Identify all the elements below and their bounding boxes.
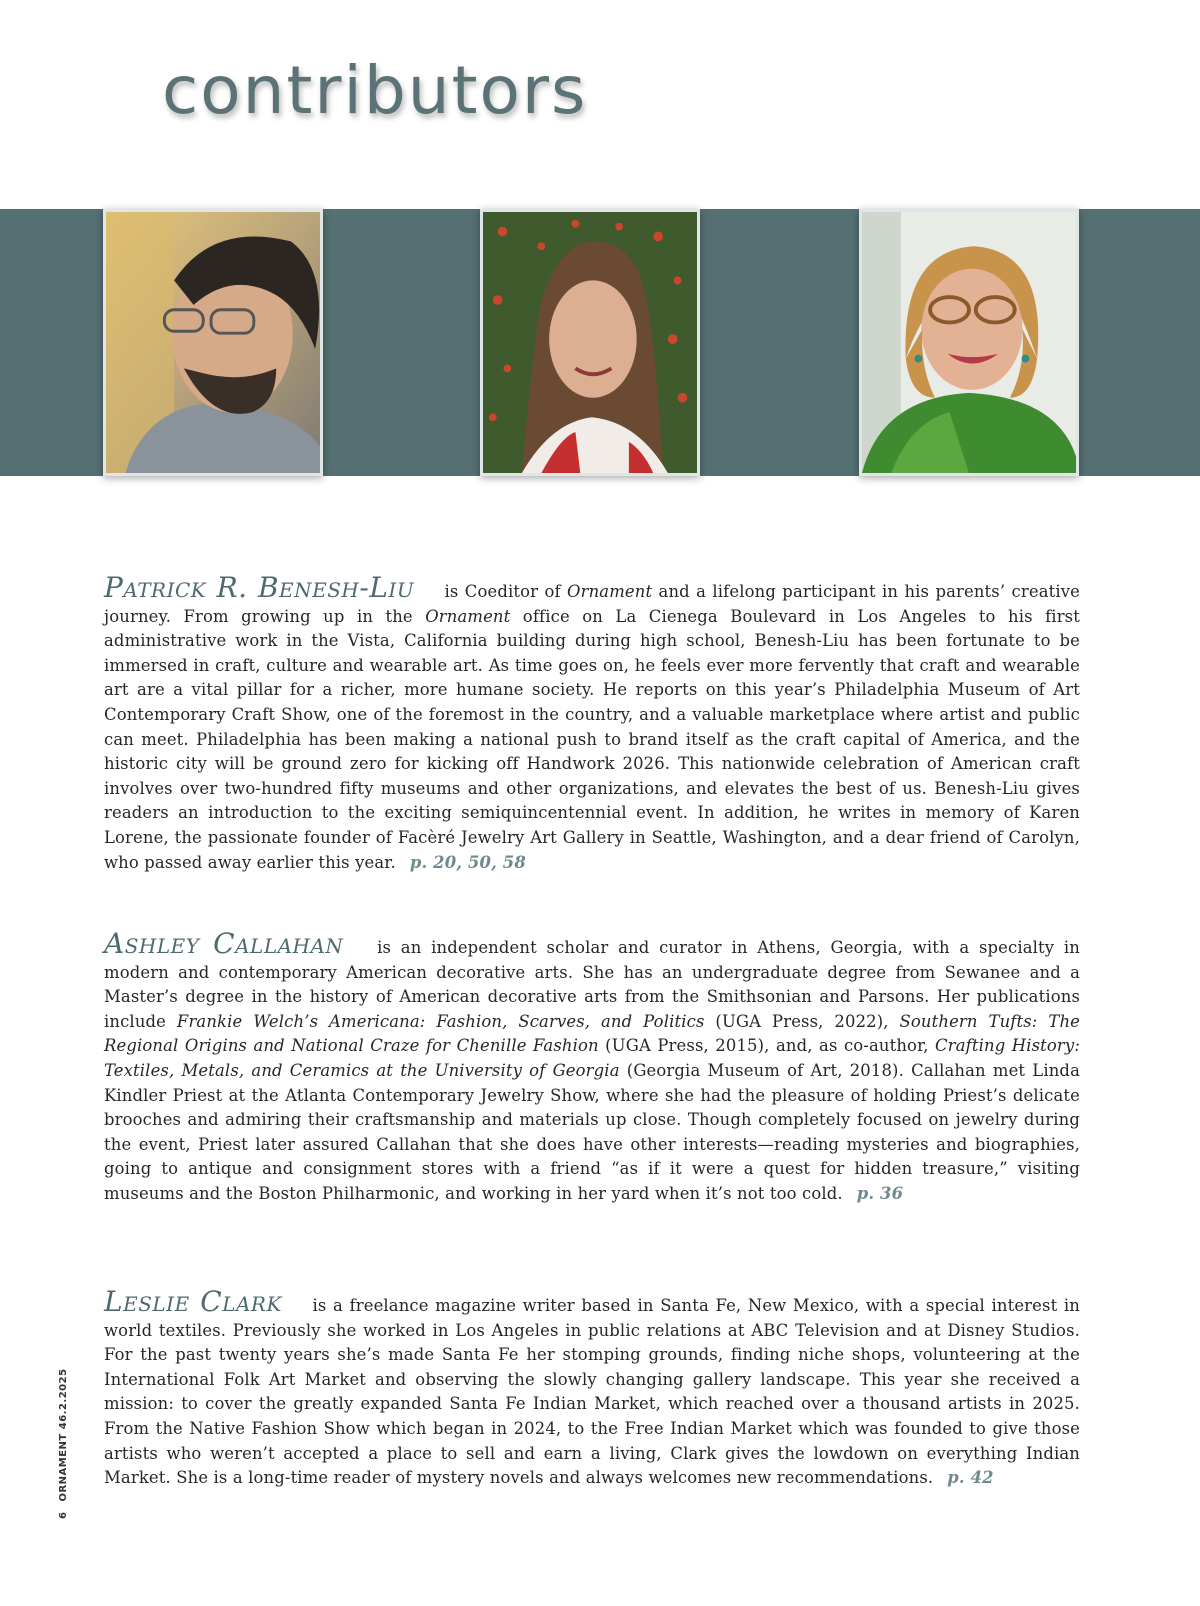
bio-text: (UGA Press, 2022), [704,1011,900,1031]
book-title: Southern Tufts: The Regional Origins and National Craze for Chenille Fashion [104,1011,1081,1056]
contributor-name: Ashley Callahan [104,927,344,960]
bio-text: (Georgia Museum of Art, 2018). Callahan met Linda Kindler Priest at the Atlanta Contemporary Jewelry Show, where she had the pleasure of holding Priest’s delicate brooches and admiring their craftsmanship and materials up close. Though completely focused on jewelry during the event, Priest later assured Callahan that she does have other interests—reading mysteries and biographies, going to antique and consignment stores with a friend “as if it were a quest for hidden treasure,” visiting museums and the Boston Philharmonic, and working in her yard when it’s not too cold. [104,1060,1080,1203]
bio-text: is an independent scholar and curator in Athens, Georgia, with a specialty in modern and contemporary American decorative arts. She has an undergraduate degree from Sewanee and a Master’s degree in the history of American decorative arts from the Smithsonian and Parsons. Her publications include [104,938,1080,1031]
book-title: Frankie Welch’s Americana: Fashion, Scarves, and Politics [176,1011,705,1031]
magazine-issue: ORNAMENT 46.2.2025 [58,1368,69,1502]
bio-text: and a lifelong participant in his parents’ creative journey. From growing up in the [104,582,1081,626]
page-reference: p. 36 [856,1183,904,1203]
contributor-name: Leslie Clark [104,1285,282,1318]
bio-text: office on La Cienega Boulevard in Los Angeles to his first administrative work in the Vista, California building during high school, Benesh-Liu has been fortunate to be immersed in craft, culture and wearable art. As time goes on, he feels ever more fervently that craft and wearable art are a vital pillar for a richer, more humane society. He reports on this year’s Philadelphia Museum of Art Contemporary Craft Show, one of the foremost in the country, and a valuable marketplace where artist and public can meet. Philadelphia has been making a national push to brand itself as the craft capital of America, and the historic city will be ground zero for kicking off Handwork 2026. This nationwide celebration of American craft involves over two-hundred fifty museums and other organizations, and elevates the best of us. Benesh-Liu gives readers an introduction to the exciting semiquincentennial event. In addition, he writes in memory of Karen Lorene, the passionate founder of Facèré Jewelry Art Gallery in Seattle, Washington, and a dear friend of Carolyn, who passed away earlier this year. [104,606,1080,872]
page-number: 6 [58,1511,69,1519]
bio-text: is Coeditor of [438,582,568,601]
bio-text: is a freelance magazine writer based in Santa Fe, New Mexico, with a special interest in world textiles. Previously she worked in Los Angeles in public relations at ABC Television and at Disney Studios. For the past twenty years she’s made Santa Fe her stomping grounds, finding niche shops, volunteering at the International Folk Art Market and observing the slowly changing gallery landscape. This year she received a mission: to cover the greatly expanded Santa Fe Indian Market, which reached over a thousand artists in 2025. From the Native Fashion Show which began in 2024, to the Free Indian Market which was founded to give those artists who weren’t accepted a place to sell and earn a living, Clark gives the lowdown on everything Indian Market. She is a long-time reader of mystery novels and always welcomes new recommendations. [104,1296,1080,1488]
page-reference: p. 42 [947,1468,994,1488]
contributor-bio-clark [104,1285,1080,1491]
contributor-photo-benesh-liu [103,209,323,476]
publication-title: Ornament [567,582,653,601]
page-title: contributors [162,52,588,129]
publication-title: Ornament [425,606,511,626]
contributor-bio-benesh-liu [104,571,1081,875]
page-folio [58,1358,69,1519]
contributor-photo-callahan [480,209,700,476]
bio-text: (UGA Press, 2015), and, as co-author, [598,1036,936,1056]
contributor-name: Patrick R. Benesh-Liu [104,571,415,604]
contributor-photo-clark [859,209,1079,476]
contributor-bio-callahan [104,927,1081,1207]
book-title: Crafting History: Textiles, Metals, and Ceramics at the University of Georgia [104,1036,1080,1080]
page-reference: p. 20, 50, 58 [409,852,526,872]
